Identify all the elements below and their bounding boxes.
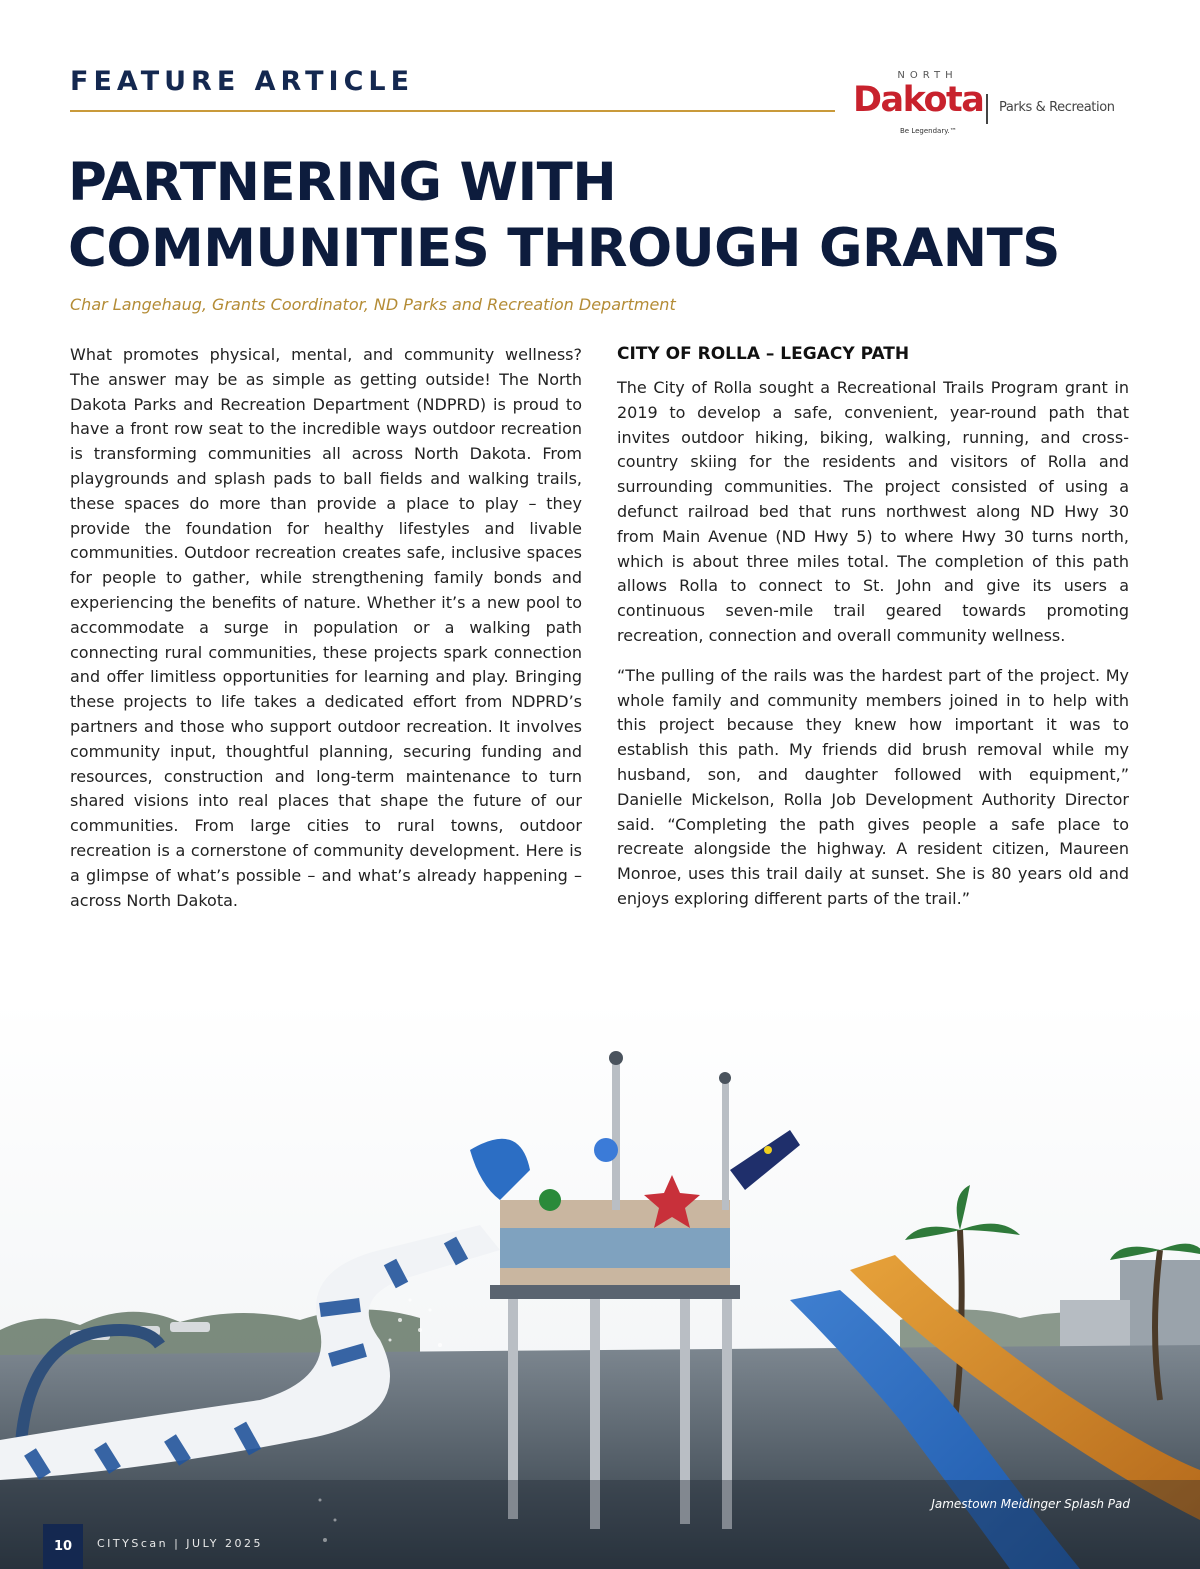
publication-footer: CITYScan | JULY 2025 [97, 1537, 263, 1550]
kicker-divider [70, 110, 835, 112]
article-section-column [617, 343, 1129, 927]
article-byline: Char Langehaug, Grants Coordinator, ND Parks and Recreation Department [70, 295, 676, 314]
section-heading: CITY OF ROLLA – LEGACY PATH [617, 344, 910, 364]
section-paragraph: “The pulling of the rails was the hardest part of the project. My whole family and community members joined in to help with this project because they knew how important it was to establish this path. My friends did brush removal while my husband, son, and daughter followed with equipment,” Danielle Mickelson, Rolla Job Development Authority Director said. “Completing the path gives people a safe place to recreate alongside the highway. A resident citizen, Maureen Monroe, uses this trail daily at sunset. She is 80 years old and enjoys exploring different parts of the trail.” [617, 665, 1129, 908]
intro-paragraph: What promotes physical, mental, and community wellness? The answer may be as simple as getting outside! The North Dakota Parks and Recreation Department (NDPRD) is proud to have a front row seat to the incredible ways outdoor recreation is transforming communities all across North Dakota. From playgrounds and splash pads to ball fields and walking trails, these spaces do more than provide a place to play – they provide the foundation for healthy lifestyles and livable communities. Outdoor recreation creates safe, inclusive spaces for people to gather, while strengthening family bonds and experiencing the benefits of nature. Whether it’s a new pool to accommodate a surge in population or a walking path connecting rural communities, these projects spark connection and offer limitless opportunities for learning and play. Bringing these projects to life takes a dedicated effort from NDPRD’s partners and those who support outdoor recreation. It involves community input, thoughtful planning, securing funding and resources, construction and long-term maintenance to turn shared visions into real places that shape the future of our communities. From large cities to rural towns, outdoor recreation is a cornerstone of community development. Here is a glimpse of what’s possible – and what’s already happening – across North Dakota. [70, 345, 582, 910]
article-title-line: COMMUNITIES THROUGH GRANTS [68, 218, 1060, 279]
logo-north-text: NORTH [897, 70, 958, 81]
splash-pad-photo [0, 1000, 1200, 1569]
section-kicker: FEATURE ARTICLE [70, 66, 415, 97]
logo-tagline: Be Legendary.™ [900, 127, 957, 135]
article-intro-column [70, 343, 582, 928]
logo-divider [986, 94, 988, 124]
article-title-line: PARTNERING WITH [68, 152, 617, 213]
logo-department: Parks & Recreation [999, 100, 1115, 115]
section-paragraph: The City of Rolla sought a Recreational Trails Program grant in 2019 to develop a safe, convenient, year-round path that invites outdoor hiking, biking, walking, running, and cross-country skiing for the residents and visitors of Rolla and surrounding communities. The project consisted of using a defunct railroad bed that runs northwest along ND Hwy 30 from Main Avenue (ND Hwy 5) to where Hwy 30 turns north, which is about three miles total. The completion of this path allows Rolla to connect to St. John and give its users a continuous seven-mile trail geared towards promoting recreation, connection and overall community wellness. [617, 378, 1129, 645]
logo-dakota-wordmark: Dakota [853, 80, 984, 120]
article-title [68, 150, 1148, 282]
photo-caption: Jamestown Meidinger Splash Pad [931, 1497, 1130, 1511]
page-number: 10 [43, 1524, 83, 1569]
nd-parks-logo [850, 66, 1140, 146]
